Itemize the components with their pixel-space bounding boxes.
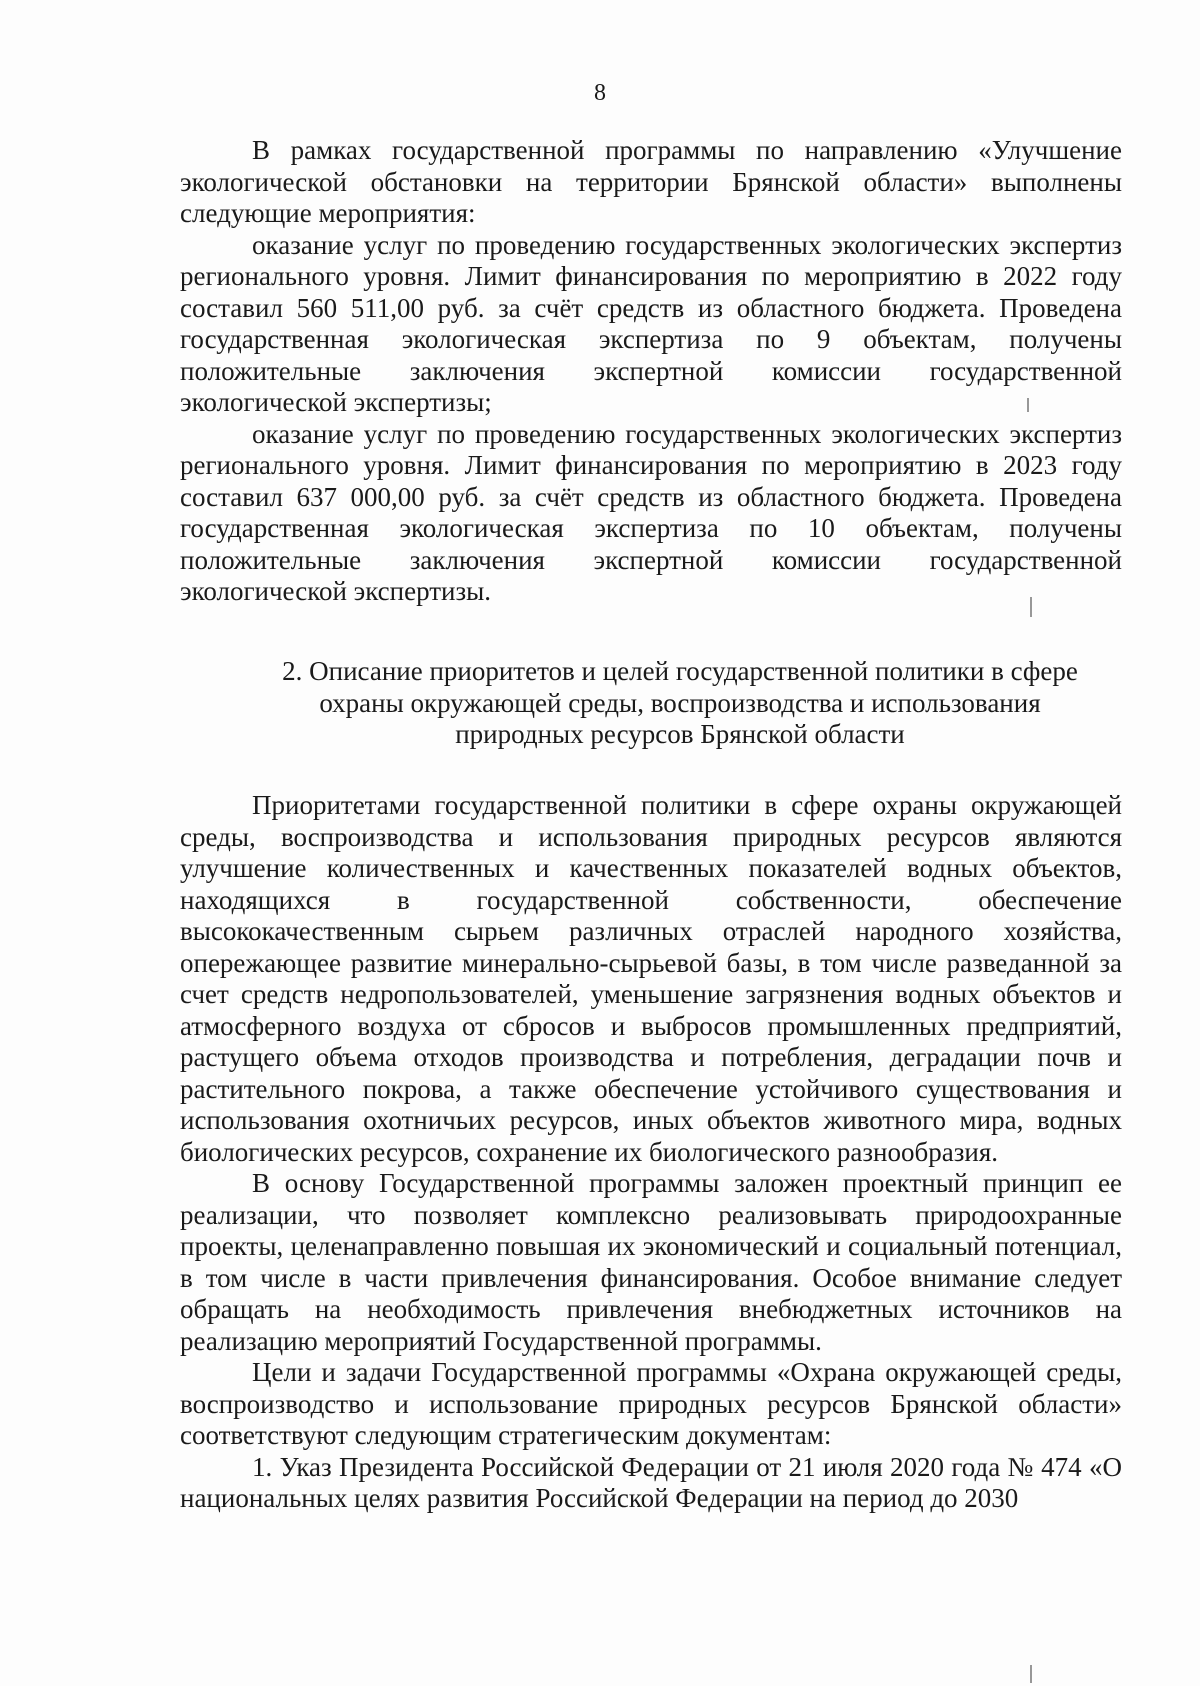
section-1-body: [180, 135, 1122, 608]
heading-line: 2. Описание приоритетов и целей государственной политики в сфере: [282, 656, 1078, 686]
section-2-heading: [250, 656, 1110, 751]
paragraph: В основу Государственной программы заложен проектный принцип ее реализации, что позволяет комплексно реализовывать природоохранные проекты, целенаправленно повышая их экономический и социальный потенциал, в том числе в части привлечения финансирования. Особое внимание следует обращать на необходимость привлечения внебюджетных источников на реализацию мероприятий Государственной программы.: [180, 1168, 1122, 1356]
scan-mark: [1030, 597, 1032, 617]
paragraph: оказание услуг по проведению государственных экологических экспертиз регионального уровня. Лимит финансирования по мероприятию в 2022 году составил 560 511,00 руб. за счёт средств из областного бюджета. Проведена государственная экологическая экспертиза по 9 объектам, получены положительные заключения экспертной комиссии государственной экологической экспертизы;: [180, 229, 1122, 417]
page-number: 8: [594, 80, 606, 106]
scan-mark: [1030, 1665, 1032, 1683]
scan-mark: [1027, 398, 1029, 412]
paragraph: Приоритетами государственной политики в сфере охраны окружающей среды, воспроизводства и использования природных ресурсов являются улучшение количественных и качественных показателей водных объектов, находящихся в государственной собственности, обеспечение высококачественным сырьем различных отраслей народного хозяйства, опережающее развитие минерально-сырьевой базы, в том числе разведанной за счет средств недропользователей, уменьшение загрязнения водных объектов и атмосферного воздуха от сбросов и выбросов промышленных предприятий, растущего объема отходов производства и потребления, деградации почв и растительного покрова, а также обеспечение устойчивого существования и использования охотничьих ресурсов, иных объектов животного мира, водных биологических ресурсов, сохранение их биологического разнообразия.: [180, 790, 1122, 1167]
section-2-body: [180, 790, 1122, 1515]
paragraph: Цели и задачи Государственной программы «Охрана окружающей среды, воспроизводство и использование природных ресурсов Брянской области» соответствуют следующим стратегическим документам:: [180, 1357, 1122, 1450]
paragraph: В рамках государственной программы по направлению «Улучшение экологической обстановки на территории Брянской области» выполнены следующие мероприятия:: [180, 135, 1122, 228]
heading-line: природных ресурсов Брянской области: [455, 719, 905, 749]
heading-line: охраны окружающей среды, воспроизводства и использования: [319, 687, 1041, 718]
paragraph: 1. Указ Президента Российской Федерации от 21 июля 2020 года № 474 «О национальных целях развития Российской Федерации на период до 2030: [180, 1451, 1122, 1513]
paragraph: оказание услуг по проведению государственных экологических экспертиз регионального уровня. Лимит финансирования по мероприятию в 2023 году составил 637 000,00 руб. за счёт средств из областного бюджета. Проведена государственная экологическая экспертиза по 10 объектам, получены положительные заключения экспертной комиссии государственной экологической экспертизы.: [180, 418, 1122, 606]
